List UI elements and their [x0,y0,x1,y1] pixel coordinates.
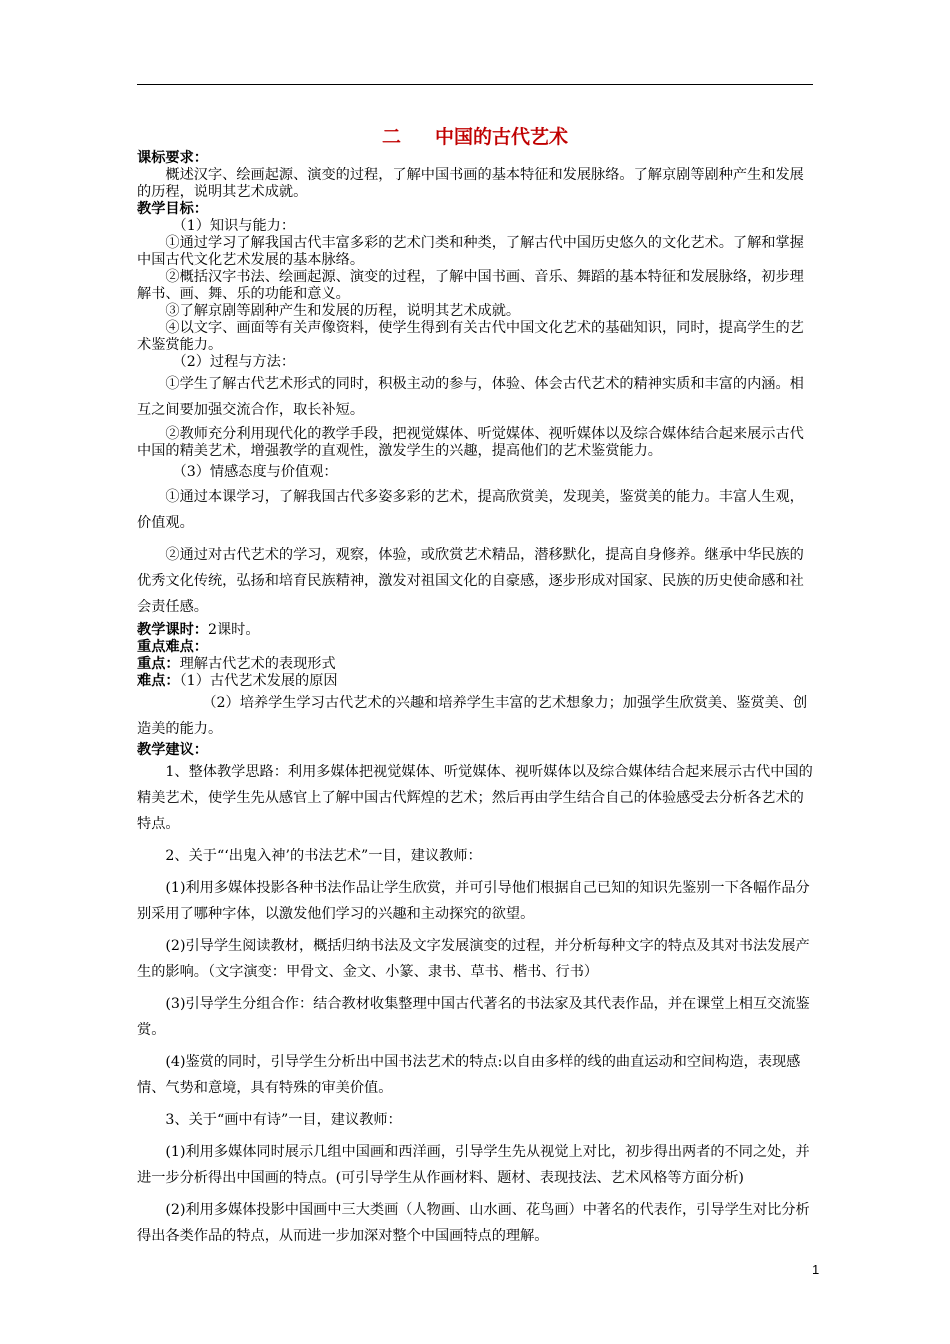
section-heading-kebiao: 课标要求： [137,150,208,166]
section-heading-jianyi: 教学建议： [137,742,208,758]
title-number: 二 [381,126,401,148]
zhishi-item: ①通过学习了解我国古代丰富多彩的艺术门类和种类，了解古代中国历史悠久的文化艺术。了解和掌握中国古代文化艺术发展的基本脉络。 [137,235,804,268]
jianyi-paragraph: 1、整体教学思路：利用多媒体把视觉媒体、听觉媒体、视听媒体以及综合媒体结合起来展示古代中国的精美艺术，使学生先从感官上了解中国古代辉煌的艺术；然后再由学生结合自己的体验感受去分析各艺术的特点。 [137,764,813,832]
zhongdian-label: 重点： [137,656,180,672]
zhongdian-text: 理解古代艺术的表现形式 [179,656,336,672]
guocheng-item: ①学生了解古代艺术形式的同时，积极主动的参与，体验、体会古代艺术的精神实质和丰富的内涵。相互之间要加强交流合作，取长补短。 [137,376,804,418]
page-number: 1 [812,1262,820,1277]
kebiao-text: 概述汉字、绘画起源、演变的过程，了解中国书画的基本特征和发展脉络。了解京剧等剧种产生和发展的历程，说明其艺术成就。 [137,167,804,200]
section-heading-mubiao: 教学目标： [137,201,208,217]
header-rule [137,84,813,85]
zhishi-item: ④以文字、画面等有关声像资料，使学生得到有关古代中国文化艺术的基础知识，同时，提高学生的艺术鉴赏能力。 [137,320,804,353]
keshi-line [137,622,813,639]
nandian-label: 难点： [137,673,180,689]
subheading-qinggan: （3）情感态度与价值观： [172,464,338,480]
zhishi-item: ③了解京剧等剧种产生和发展的历程，说明其艺术成就。 [165,303,521,319]
nandian-line [137,673,813,690]
jianyi-paragraph: 3、关于“画中有诗”一目，建议教师： [165,1112,402,1128]
keshi-text: 2课时。 [207,622,260,638]
jianyi-item: (1)利用多媒体投影各种书法作品让学生欣赏，并可引导他们根据自己已知的知识先鉴别一下各幅作品分别采用了哪种字体，以激发他们学习的兴趣和主动探究的欲望。 [137,880,810,922]
jianyi-item: (2)利用多媒体投影中国画中三大类画（人物画、山水画、花鸟画）中著名的代表作，引导学生对比分析得出各类作品的特点，从而进一步加深对整个中国画特点的理解。 [137,1202,810,1244]
nandian-item: （1）古代艺术发展的原因 [179,673,338,689]
guocheng-item: ②教师充分利用现代化的教学手段，把视觉媒体、听觉媒体、视听媒体以及综合媒体结合起来展示古代中国的精美艺术，增强教学的直观性，激发学生的兴趣，提高他们的艺术鉴赏能力。 [137,426,804,459]
subheading-zhishi: （1）知识与能力： [172,218,296,234]
jianyi-item: (1)利用多媒体同时展示几组中国画和西洋画，引导学生先从视觉上对比，初步得出两者的不同之处，并进一步分析得出中国画的特点。(可引导学生从作画材料、题材、表现技法、艺术风格等方面分析) [137,1144,810,1186]
zhongdian-line [137,656,813,673]
qinggan-item: ②通过对古代艺术的学习，观察，体验，或欣赏艺术精品，潜移默化，提高自身修养。继承中华民族的优秀文化传统，弘扬和培育民族精神，激发对祖国文化的自豪感，逐步形成对国家、民族的历史使命感和社会责任感。 [137,547,804,615]
zhishi-item: ②概括汉字书法、绘画起源、演变的过程，了解中国书画、音乐、舞蹈的基本特征和发展脉络，初步理解书、画、舞、乐的功能和意义。 [137,269,804,302]
document-body [137,150,813,1249]
nandian-item: （2）培养学生学习古代艺术的兴趣和培养学生丰富的艺术想象力；加强学生欣赏美、鉴赏美、创造美的能力。 [137,695,808,737]
section-heading-zhongnan: 重点难点： [137,639,208,655]
keshi-heading: 教学课时： [137,622,208,638]
jianyi-item: (3)引导学生分组合作：结合教材收集整理中国古代著名的书法家及其代表作品，并在课堂上相互交流鉴赏。 [137,996,810,1038]
page-title [0,122,950,149]
title-text: 中国的古代艺术 [435,126,569,148]
jianyi-item: (2)引导学生阅读教材，概括归纳书法及文字发展演变的过程，并分析每种文字的特点及其对书法发展产生的影响。（文字演变：甲骨文、金文、小篆、隶书、草书、楷书、行书） [137,938,810,980]
jianyi-paragraph: 2、关于“‘出鬼入神’的书法艺术”一目，建议教师： [165,848,482,864]
qinggan-item: ①通过本课学习，了解我国古代多姿多彩的艺术，提高欣赏美，发现美，鉴赏美的能力。丰富人生观，价值观。 [137,489,804,531]
jianyi-item: (4)鉴赏的同时，引导学生分析出中国书法艺术的特点:以自由多样的线的曲直运动和空间构造，表现感情、气势和意境，具有特殊的审美价值。 [137,1054,801,1096]
subheading-guocheng: （2）过程与方法： [172,354,296,370]
